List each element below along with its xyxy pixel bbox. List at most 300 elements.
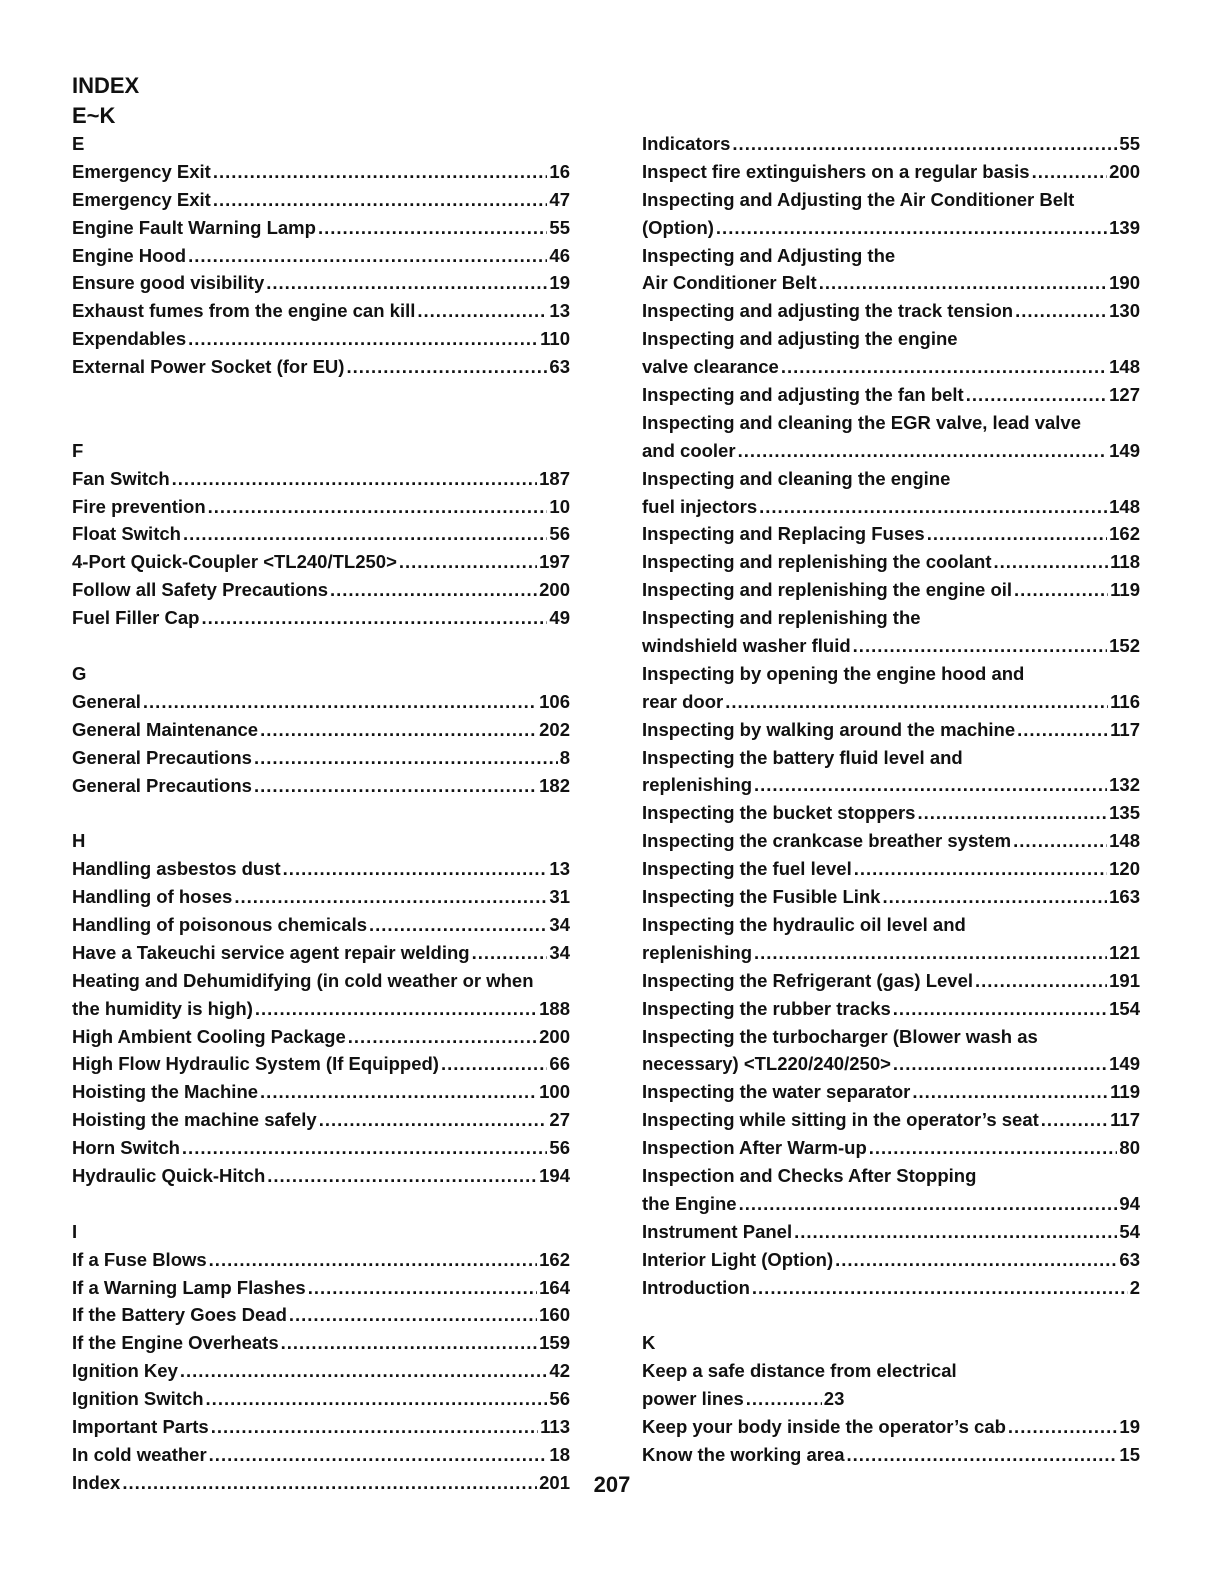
index-entry-line: Inspection and Checks After Stopping bbox=[642, 1164, 977, 1186]
entry-label: 4-Port Quick-Coupler <TL240/TL250> bbox=[72, 551, 397, 573]
index-entry bbox=[72, 939, 570, 967]
section-g-entries bbox=[72, 688, 570, 800]
index-entry bbox=[72, 883, 570, 911]
dot-leader bbox=[1041, 1106, 1108, 1134]
index-entry-line: Inspecting and cleaning the EGR valve, lead valve bbox=[642, 411, 1082, 433]
entry-page: 135 bbox=[1109, 802, 1140, 824]
dot-leader bbox=[732, 130, 1117, 158]
dot-leader bbox=[794, 1218, 1117, 1246]
index-entry-line: Keep a safe distance from electrical bbox=[642, 1360, 957, 1382]
entry-label: Instrument Panel bbox=[642, 1220, 793, 1242]
index-entry bbox=[642, 576, 1140, 604]
dot-leader bbox=[399, 548, 537, 576]
entry-label: Inspecting and adjusting the fan belt bbox=[642, 384, 964, 406]
entry-label: Ensure good visibility bbox=[72, 272, 265, 294]
dot-leader bbox=[255, 995, 537, 1023]
entry-page: 10 bbox=[549, 495, 570, 517]
entry-label: Keep your body inside the operator’s cab bbox=[642, 1415, 1006, 1437]
dot-leader bbox=[209, 1441, 548, 1469]
dot-leader bbox=[854, 855, 1107, 883]
dot-leader bbox=[283, 855, 548, 883]
dot-leader bbox=[180, 1357, 548, 1385]
entry-label: General Maintenance bbox=[72, 718, 259, 740]
dot-leader bbox=[716, 214, 1107, 242]
dot-leader bbox=[1008, 1413, 1118, 1441]
entry-page: 154 bbox=[1109, 997, 1140, 1019]
dot-leader bbox=[281, 1329, 537, 1357]
entry-label: Ignition Switch bbox=[72, 1388, 204, 1410]
entry-label: Interior Light (Option) bbox=[642, 1248, 834, 1270]
entry-label: necessary) <TL220/240/250> bbox=[642, 1053, 891, 1075]
entry-page: 120 bbox=[1109, 858, 1140, 880]
entry-label: Inspecting the Refrigerant (gas) Level bbox=[642, 969, 974, 991]
index-entry bbox=[72, 186, 570, 214]
entry-label: If the Battery Goes Dead bbox=[72, 1304, 287, 1326]
dot-leader bbox=[1015, 297, 1107, 325]
index-entry bbox=[72, 1329, 570, 1357]
entry-label: replenishing bbox=[642, 774, 752, 796]
dot-leader bbox=[1032, 158, 1108, 186]
entry-page: 162 bbox=[1109, 523, 1140, 545]
index-entry bbox=[72, 1413, 570, 1441]
entry-label: Important Parts bbox=[72, 1415, 209, 1437]
index-entry bbox=[72, 1078, 570, 1106]
entry-label: Inspecting the fuel level bbox=[642, 858, 852, 880]
dot-leader bbox=[746, 1385, 822, 1413]
entry-page: 117 bbox=[1110, 718, 1140, 740]
index-entry bbox=[642, 1050, 1140, 1078]
entry-page: 49 bbox=[549, 607, 570, 629]
entry-label: Float Switch bbox=[72, 523, 181, 545]
entry-page: 119 bbox=[1110, 579, 1140, 601]
index-entry bbox=[642, 995, 1140, 1023]
entry-label: Handling asbestos dust bbox=[72, 858, 281, 880]
entry-page: 162 bbox=[539, 1248, 570, 1270]
index-entry bbox=[72, 1301, 570, 1329]
entry-label: If a Fuse Blows bbox=[72, 1248, 207, 1270]
entry-page: 13 bbox=[549, 300, 570, 322]
index-entry bbox=[642, 827, 1140, 855]
dot-leader bbox=[211, 1413, 538, 1441]
entry-page: 34 bbox=[549, 913, 570, 935]
entry-label: Hoisting the machine safely bbox=[72, 1109, 317, 1131]
entry-label: Engine Fault Warning Lamp bbox=[72, 216, 316, 238]
index-entry bbox=[72, 1050, 570, 1078]
entry-label: Engine Hood bbox=[72, 244, 187, 266]
index-entry bbox=[642, 158, 1140, 186]
index-title: INDEX bbox=[72, 73, 140, 98]
entry-page: 34 bbox=[549, 941, 570, 963]
dot-leader bbox=[893, 1050, 1107, 1078]
entry-label: rear door bbox=[642, 690, 724, 712]
entry-page: 130 bbox=[1109, 300, 1140, 322]
entry-label: the Engine bbox=[642, 1192, 737, 1214]
index-entry bbox=[72, 855, 570, 883]
dot-leader bbox=[348, 1023, 537, 1051]
dot-leader bbox=[188, 242, 547, 270]
index-entry bbox=[642, 1134, 1140, 1162]
entry-label: Inspecting by walking around the machine bbox=[642, 718, 1016, 740]
section-letter-k: K bbox=[642, 1332, 656, 1354]
index-entry bbox=[642, 214, 1140, 242]
entry-page: 148 bbox=[1109, 830, 1140, 852]
dot-leader bbox=[267, 1162, 537, 1190]
dot-leader bbox=[369, 911, 547, 939]
entry-page: 116 bbox=[1110, 690, 1140, 712]
dot-leader bbox=[853, 632, 1107, 660]
entry-page: 31 bbox=[549, 886, 570, 908]
entry-page: 194 bbox=[539, 1164, 570, 1186]
entry-label: the humidity is high) bbox=[72, 997, 253, 1019]
entry-label: If the Engine Overheats bbox=[72, 1332, 279, 1354]
index-entry bbox=[642, 1078, 1140, 1106]
index-entry bbox=[642, 493, 1140, 521]
entry-label: fuel injectors bbox=[642, 495, 758, 517]
entry-page: 200 bbox=[1109, 160, 1140, 182]
index-entry bbox=[642, 381, 1140, 409]
dot-leader bbox=[330, 576, 537, 604]
index-entry bbox=[72, 520, 570, 548]
index-entry-line: Inspecting and cleaning the engine bbox=[642, 467, 951, 489]
entry-label: General bbox=[72, 690, 141, 712]
index-entry bbox=[642, 297, 1140, 325]
entry-page: 201 bbox=[539, 1471, 570, 1493]
entry-label: Index bbox=[72, 1471, 121, 1493]
dot-leader bbox=[819, 269, 1107, 297]
entry-label: Exhaust fumes from the engine can kill bbox=[72, 300, 416, 322]
entry-page: 191 bbox=[1109, 969, 1140, 991]
index-entry bbox=[642, 1274, 1140, 1302]
index-entry bbox=[72, 1246, 570, 1274]
entry-label: If a Warning Lamp Flashes bbox=[72, 1276, 306, 1298]
index-entry bbox=[72, 604, 570, 632]
dot-leader bbox=[182, 1134, 548, 1162]
dot-leader bbox=[213, 158, 548, 186]
entry-page: 2 bbox=[1129, 1276, 1140, 1298]
entry-page: 47 bbox=[549, 188, 570, 210]
dot-leader bbox=[234, 883, 547, 911]
dot-leader bbox=[319, 1106, 548, 1134]
entry-page: 163 bbox=[1109, 886, 1140, 908]
entry-page: 27 bbox=[549, 1109, 570, 1131]
section-i-entries-right bbox=[642, 130, 1140, 1301]
entry-label: Hydraulic Quick-Hitch bbox=[72, 1164, 266, 1186]
entry-page: 56 bbox=[549, 1137, 570, 1159]
entry-page: 200 bbox=[539, 579, 570, 601]
section-spacer bbox=[642, 1301, 1140, 1329]
index-entry bbox=[72, 1106, 570, 1134]
entry-page: 188 bbox=[539, 997, 570, 1019]
index-entry-line: Heating and Dehumidifying (in cold weather or when bbox=[72, 969, 534, 991]
index-entry bbox=[72, 911, 570, 939]
dot-leader bbox=[738, 437, 1108, 465]
section-letter-f: F bbox=[72, 439, 84, 461]
entry-label: Inspecting the rubber tracks bbox=[642, 997, 891, 1019]
index-entry bbox=[642, 1413, 1140, 1441]
dot-leader bbox=[441, 1050, 547, 1078]
index-entry bbox=[642, 1246, 1140, 1274]
index-entry-line: Inspecting the turbocharger (Blower wash as bbox=[642, 1025, 1038, 1047]
entry-page: 23 bbox=[823, 1388, 845, 1410]
section-i-entries-left bbox=[72, 1246, 570, 1497]
dot-leader bbox=[1017, 716, 1108, 744]
entry-label: General Precautions bbox=[72, 774, 252, 796]
entry-page: 127 bbox=[1109, 384, 1140, 406]
entry-label: windshield washer fluid bbox=[642, 635, 851, 657]
index-entry bbox=[642, 548, 1140, 576]
dot-leader bbox=[183, 520, 547, 548]
dot-leader bbox=[739, 1190, 1118, 1218]
dot-leader bbox=[725, 688, 1108, 716]
index-entry bbox=[72, 995, 570, 1023]
entry-page: 152 bbox=[1109, 635, 1140, 657]
entry-page: 190 bbox=[1109, 272, 1140, 294]
index-entry bbox=[72, 688, 570, 716]
dot-leader bbox=[966, 381, 1107, 409]
entry-page: 132 bbox=[1109, 774, 1140, 796]
entry-page: 119 bbox=[1110, 1081, 1140, 1103]
index-entry-line: Inspecting and adjusting the engine bbox=[642, 328, 958, 350]
dot-leader bbox=[1014, 576, 1108, 604]
index-entry bbox=[72, 242, 570, 270]
index-range: E~K bbox=[72, 103, 116, 128]
dot-leader bbox=[472, 939, 548, 967]
index-entry bbox=[642, 520, 1140, 548]
index-entry-line: Inspecting by opening the engine hood and bbox=[642, 662, 1025, 684]
dot-leader bbox=[213, 186, 548, 214]
entry-label: Ignition Key bbox=[72, 1360, 178, 1382]
entry-label: Indicators bbox=[642, 133, 731, 154]
index-entry bbox=[642, 1218, 1140, 1246]
entry-label: Inspecting and Replacing Fuses bbox=[642, 523, 925, 545]
entry-page: 160 bbox=[539, 1304, 570, 1326]
dot-leader bbox=[417, 297, 547, 325]
dot-leader bbox=[752, 1274, 1128, 1302]
entry-page: 46 bbox=[549, 244, 570, 266]
index-entry bbox=[72, 493, 570, 521]
index-entry bbox=[72, 465, 570, 493]
section-spacer bbox=[72, 799, 570, 827]
dot-leader bbox=[759, 493, 1107, 521]
dot-leader bbox=[346, 353, 547, 381]
entry-page: 200 bbox=[539, 1025, 570, 1047]
section-h-entries bbox=[72, 855, 570, 1190]
dot-leader bbox=[201, 604, 547, 632]
dot-leader bbox=[882, 883, 1107, 911]
entry-page: 106 bbox=[539, 690, 570, 712]
dot-leader bbox=[188, 325, 538, 353]
section-spacer bbox=[72, 381, 570, 437]
entry-label: Fan Switch bbox=[72, 467, 170, 489]
index-entry bbox=[642, 883, 1140, 911]
entry-page: 18 bbox=[549, 1443, 570, 1465]
dot-leader bbox=[254, 772, 537, 800]
entry-page: 187 bbox=[539, 467, 570, 489]
entry-page: 117 bbox=[1110, 1109, 1140, 1131]
entry-label: Fire prevention bbox=[72, 495, 206, 517]
entry-label: Inspecting and replenishing the engine oil bbox=[642, 579, 1013, 601]
section-letter-e: E bbox=[72, 133, 85, 154]
entry-page: 100 bbox=[539, 1081, 570, 1103]
entry-label: Have a Takeuchi service agent repair welding bbox=[72, 941, 470, 963]
entry-label: Inspect fire extinguishers on a regular basis bbox=[642, 160, 1030, 182]
section-spacer bbox=[72, 632, 570, 660]
index-entry bbox=[642, 939, 1140, 967]
entry-page: 16 bbox=[549, 160, 570, 182]
entry-page: 110 bbox=[540, 328, 570, 350]
dot-leader bbox=[206, 1385, 548, 1413]
index-entry-line: Inspecting and Adjusting the bbox=[642, 244, 896, 266]
entry-label: Follow all Safety Precautions bbox=[72, 579, 328, 601]
page-number: 207 bbox=[593, 1472, 631, 1497]
entry-label: High Ambient Cooling Package bbox=[72, 1025, 346, 1047]
entry-label: Inspecting the bucket stoppers bbox=[642, 802, 916, 824]
dot-leader bbox=[893, 995, 1107, 1023]
entry-label: External Power Socket (for EU) bbox=[72, 356, 345, 378]
entry-page: 149 bbox=[1109, 439, 1140, 461]
dot-leader bbox=[260, 716, 537, 744]
index-entry bbox=[642, 771, 1140, 799]
section-letter-i: I bbox=[72, 1220, 78, 1242]
dot-leader bbox=[975, 967, 1107, 995]
entry-label: Horn Switch bbox=[72, 1137, 180, 1159]
index-entry bbox=[72, 297, 570, 325]
entry-label: Inspecting the crankcase breather system bbox=[642, 830, 1012, 852]
entry-page: 164 bbox=[539, 1276, 570, 1298]
index-entry bbox=[642, 1385, 1140, 1413]
entry-page: 19 bbox=[549, 272, 570, 294]
entry-page: 94 bbox=[1119, 1192, 1140, 1214]
index-entry bbox=[642, 1441, 1140, 1469]
index-entry bbox=[72, 269, 570, 297]
entry-label: power lines bbox=[642, 1388, 744, 1410]
index-entry bbox=[72, 1134, 570, 1162]
entry-page: 13 bbox=[549, 858, 570, 880]
entry-page: 118 bbox=[1110, 551, 1140, 573]
section-e-entries bbox=[72, 158, 570, 381]
entry-page: 148 bbox=[1109, 356, 1140, 378]
index-entry bbox=[72, 1274, 570, 1302]
entry-label: General Precautions bbox=[72, 746, 252, 768]
entry-page: 202 bbox=[539, 718, 570, 740]
index-entry bbox=[642, 799, 1140, 827]
dot-leader bbox=[289, 1301, 537, 1329]
entry-label: Know the working area bbox=[642, 1443, 845, 1465]
entry-label: valve clearance bbox=[642, 356, 779, 378]
dot-leader bbox=[869, 1134, 1118, 1162]
index-entry bbox=[642, 855, 1140, 883]
entry-label: High Flow Hydraulic System (If Equipped) bbox=[72, 1053, 439, 1075]
section-k-entries bbox=[642, 1357, 1140, 1469]
dot-leader bbox=[917, 799, 1107, 827]
dot-leader bbox=[172, 465, 537, 493]
entry-label: Inspecting while sitting in the operator’s seat bbox=[642, 1109, 1039, 1131]
dot-leader bbox=[835, 1246, 1117, 1274]
index-entry-line: Inspecting and replenishing the bbox=[642, 607, 921, 629]
entry-page: 63 bbox=[1119, 1248, 1140, 1270]
index-entry bbox=[642, 967, 1140, 995]
entry-label: Handling of poisonous chemicals bbox=[72, 913, 368, 935]
dot-leader bbox=[927, 520, 1107, 548]
entry-page: 139 bbox=[1109, 216, 1140, 238]
entry-label: Fuel Filler Cap bbox=[72, 607, 200, 629]
dot-leader bbox=[254, 744, 558, 772]
index-entry bbox=[642, 716, 1140, 744]
entry-page: 54 bbox=[1119, 1220, 1140, 1242]
index-entry bbox=[72, 1023, 570, 1051]
index-entry bbox=[72, 1441, 570, 1469]
entry-page: 19 bbox=[1119, 1415, 1140, 1437]
entry-label: Air Conditioner Belt bbox=[642, 272, 817, 294]
index-column-left bbox=[72, 130, 570, 1497]
section-spacer bbox=[72, 1190, 570, 1218]
dot-leader bbox=[266, 269, 547, 297]
dot-leader bbox=[993, 548, 1108, 576]
index-entry bbox=[72, 158, 570, 186]
index-entry bbox=[72, 716, 570, 744]
entry-page: 55 bbox=[1119, 133, 1140, 154]
index-entry-line: Inspecting the battery fluid level and bbox=[642, 746, 963, 768]
entry-label: Inspecting the water separator bbox=[642, 1081, 911, 1103]
dot-leader bbox=[912, 1078, 1108, 1106]
section-letter-h: H bbox=[72, 830, 86, 852]
section-f-entries bbox=[72, 465, 570, 632]
entry-page: 66 bbox=[549, 1053, 570, 1075]
section-letter-g: G bbox=[72, 662, 87, 684]
dot-leader bbox=[781, 353, 1107, 381]
entry-label: Inspection After Warm-up bbox=[642, 1137, 867, 1159]
entry-page: 197 bbox=[539, 551, 570, 573]
index-entry-line: Inspecting and Adjusting the Air Conditioner Belt bbox=[642, 188, 1075, 210]
index-entry bbox=[72, 325, 570, 353]
index-entry bbox=[72, 1357, 570, 1385]
index-column-right bbox=[642, 130, 1140, 1469]
entry-label: Inspecting and adjusting the track tension bbox=[642, 300, 1014, 322]
entry-label: and cooler bbox=[642, 439, 736, 461]
index-entry bbox=[72, 1385, 570, 1413]
index-entry bbox=[642, 269, 1140, 297]
index-entry bbox=[642, 1106, 1140, 1134]
index-entry bbox=[72, 353, 570, 381]
dot-leader bbox=[143, 688, 537, 716]
entry-label: Handling of hoses bbox=[72, 886, 233, 908]
entry-page: 149 bbox=[1109, 1053, 1140, 1075]
index-entry bbox=[72, 576, 570, 604]
entry-label: In cold weather bbox=[72, 1443, 207, 1465]
dot-leader bbox=[208, 493, 548, 521]
entry-label: Emergency Exit bbox=[72, 160, 211, 182]
entry-page: 15 bbox=[1119, 1443, 1140, 1465]
index-entry bbox=[72, 214, 570, 242]
index-entry bbox=[642, 1190, 1140, 1218]
entry-page: 121 bbox=[1109, 941, 1140, 963]
entry-page: 159 bbox=[539, 1332, 570, 1354]
dot-leader bbox=[318, 214, 547, 242]
entry-page: 182 bbox=[539, 774, 570, 796]
entry-page: 8 bbox=[559, 746, 570, 768]
dot-leader bbox=[209, 1246, 537, 1274]
entry-label: Hoisting the Machine bbox=[72, 1081, 259, 1103]
index-entry bbox=[72, 548, 570, 576]
entry-page: 113 bbox=[540, 1415, 570, 1437]
dot-leader bbox=[1013, 827, 1107, 855]
dot-leader bbox=[754, 939, 1107, 967]
entry-label: Introduction bbox=[642, 1276, 750, 1298]
index-entry bbox=[642, 437, 1140, 465]
entry-label: Inspecting and replenishing the coolant bbox=[642, 551, 992, 573]
entry-page: 148 bbox=[1109, 495, 1140, 517]
dot-leader bbox=[847, 1441, 1118, 1469]
